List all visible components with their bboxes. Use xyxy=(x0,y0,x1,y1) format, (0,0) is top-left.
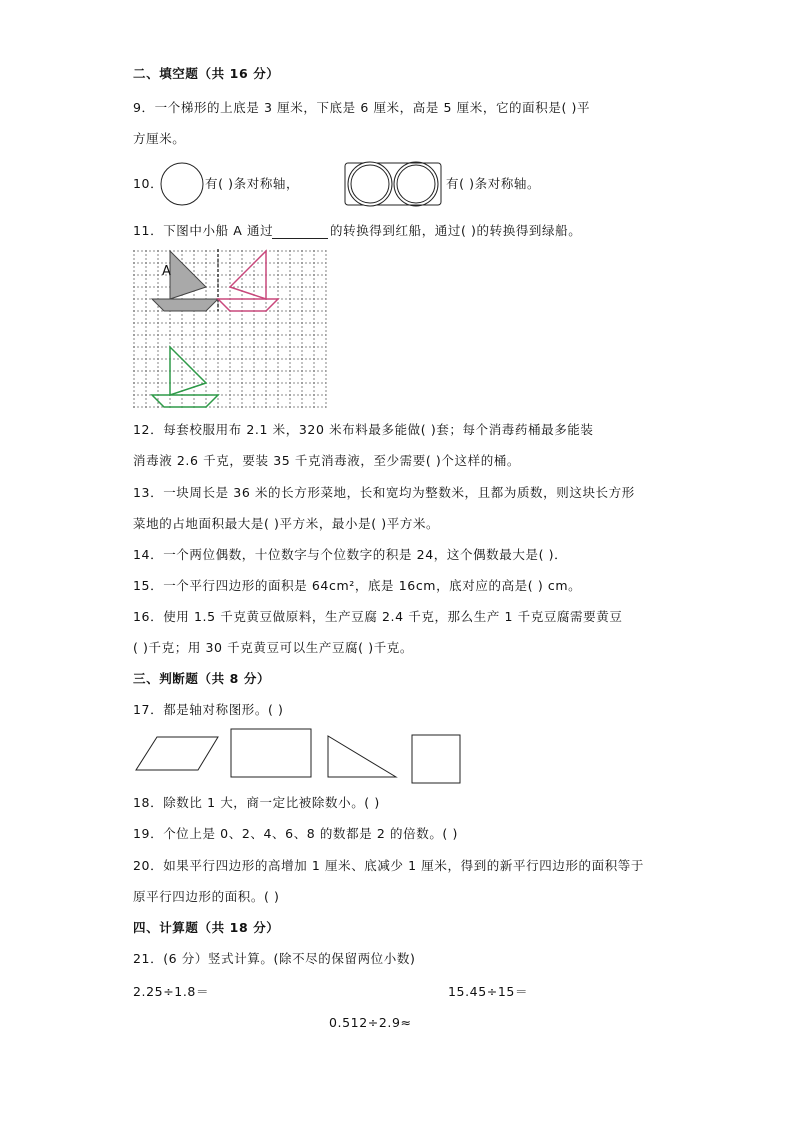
calc-3: 0.512÷2.9≈ xyxy=(329,1015,412,1030)
boat-red xyxy=(218,251,278,311)
q16-line1: 16．使用 1.5 千克黄豆做原料，生产豆腐 2.4 千克，那么生产 1 千克豆腐需要黄豆 xyxy=(133,609,623,624)
calc-1: 2.25÷1.8＝ xyxy=(133,984,210,999)
q11-blank-line xyxy=(272,238,328,239)
calc-2: 15.45÷15＝ xyxy=(448,984,529,999)
q16-line2: ( )千克；用 30 千克黄豆可以生产豆腐( )千克。 xyxy=(133,640,414,655)
q14: 14．一个两位偶数，十位数字与个位数字的积是 24，这个偶数最大是( )． xyxy=(133,547,568,562)
q18: 18．除数比 1 大，商一定比被除数小。( ) xyxy=(133,795,380,810)
section-2-heading: 二、填空题（共 16 分） xyxy=(133,66,280,81)
q17: 17．都是轴对称图形。( ) xyxy=(133,702,284,717)
q9-line2: 方厘米。 xyxy=(133,131,186,146)
q17-shapes xyxy=(134,726,464,786)
q15: 15．一个平行四边形的面积是 64cm²，底是 16cm，底对应的高是( ) cm。 xyxy=(133,578,582,593)
double-circle-figure xyxy=(343,159,443,209)
right-triangle-shape xyxy=(328,736,396,777)
q10-text-a: 有( )条对称轴， xyxy=(205,176,300,191)
boat-a-label: A xyxy=(162,264,171,279)
rectangle-shape xyxy=(231,729,311,777)
boat-green xyxy=(152,347,218,407)
q10-number: 10． xyxy=(133,176,164,191)
q19: 19．个位上是 0、2、4、6、8 的数都是 2 的倍数。( ) xyxy=(133,826,458,841)
q20-line2: 原平行四边形的面积。( ) xyxy=(133,889,280,904)
q11-number: 11．下图中小船 A 通过 xyxy=(133,223,274,238)
section-4-heading: 四、计算题（共 18 分） xyxy=(133,920,280,935)
circle-figure xyxy=(159,161,205,207)
square-shape xyxy=(412,735,460,783)
q13-line2: 菜地的占地面积最大是( )平方米，最小是( )平方米。 xyxy=(133,516,440,531)
q20-line1: 20．如果平行四边形的高增加 1 厘米、底减少 1 厘米，得到的新平行四边形的面积等于 xyxy=(133,858,645,873)
parallelogram-shape xyxy=(136,737,218,770)
q12-line1: 12．每套校服用布 2.1 米，320 米布料最多能做( )套；每个消毒药桶最多能装 xyxy=(133,422,594,437)
q21: 21．(6 分）竖式计算。(除不尽的保留两位小数) xyxy=(133,951,416,966)
boat-a xyxy=(152,251,218,311)
boat-grid-figure xyxy=(132,249,328,411)
q10-text-b: 有( )条对称轴。 xyxy=(446,176,541,191)
q11-text: 的转换得到红船，通过( )的转换得到绿船。 xyxy=(330,223,582,238)
q9-line1: 9．一个梯形的上底是 3 厘米，下底是 6 厘米，高是 5 厘米，它的面积是( )平 xyxy=(133,100,591,115)
q13-line1: 13．一块周长是 36 米的长方形菜地，长和宽均为整数米，且都为质数，则这块长方形 xyxy=(133,485,635,500)
q12-line2: 消毒液 2.6 千克，要装 35 千克消毒液，至少需要( )个这样的桶。 xyxy=(133,453,521,468)
section-3-heading: 三、判断题（共 8 分） xyxy=(133,671,271,686)
